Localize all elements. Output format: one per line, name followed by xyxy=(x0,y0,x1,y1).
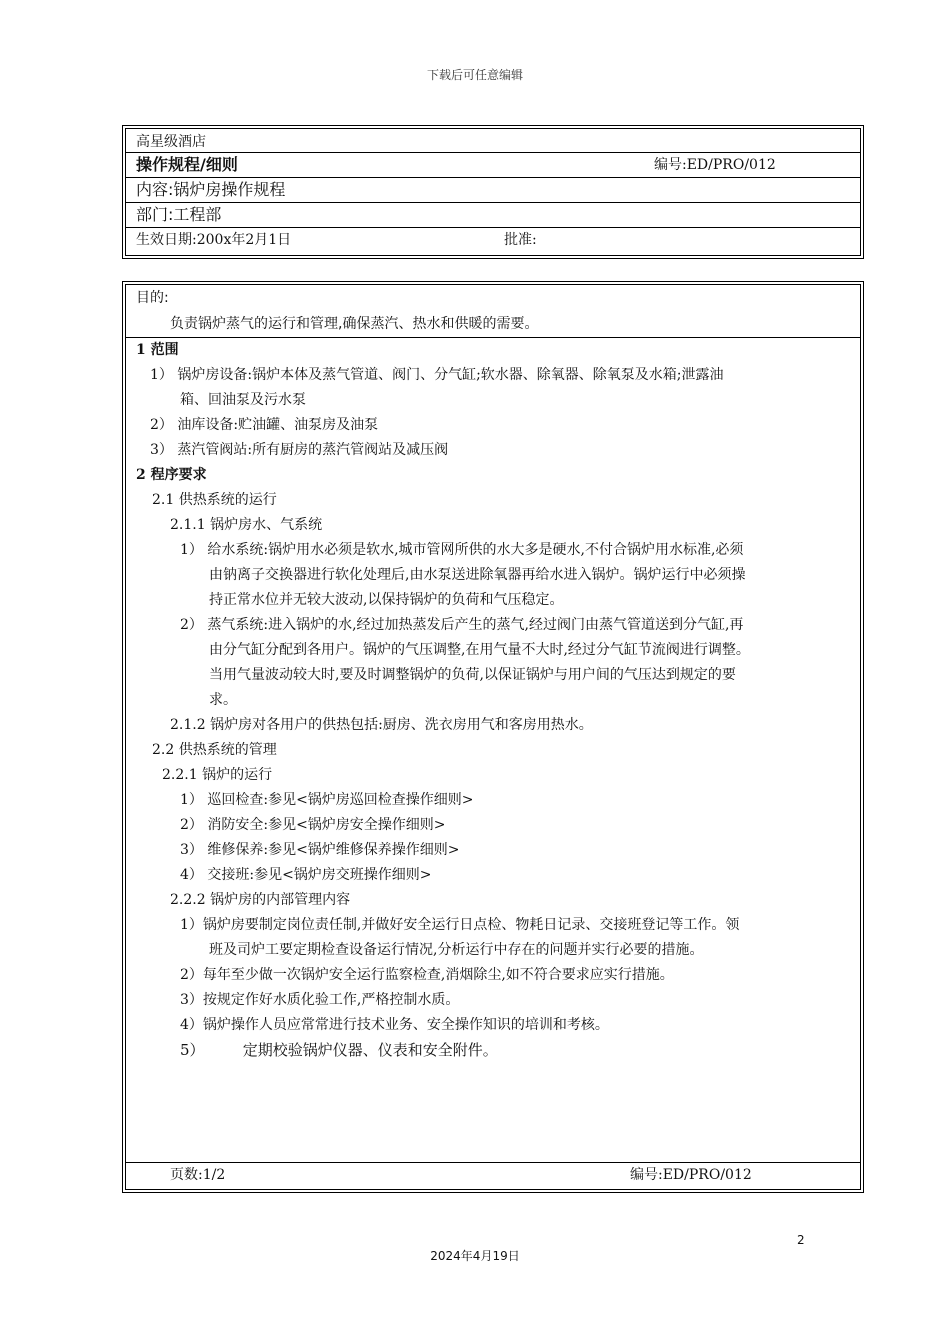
subsection-heading: 2.1 供热系统的运行 xyxy=(152,492,277,508)
list-item-cont: 由钠离子交换器进行软化处理后,由水泵送进除氧器再给水进入锅炉。锅炉运行中必须操 xyxy=(209,567,746,583)
list-item: 2） 蒸气系统:进入锅炉的水,经过加热蒸发后产生的蒸气,经过阀门由蒸气管道送到分气缸,再 xyxy=(180,617,744,633)
list-item-cont: 求。 xyxy=(209,692,237,708)
procedure-content xyxy=(126,338,860,1164)
procedure-table xyxy=(125,284,861,1190)
list-item-cont: 当用气量波动较大时,要及时调整锅炉的负荷,以保证锅炉与用户间的气压达到规定的要 xyxy=(209,667,736,683)
subsection-heading: 2.2.2 锅炉房的内部管理内容 xyxy=(170,892,351,908)
subsection-heading: 2.2 供热系统的管理 xyxy=(152,742,277,758)
list-item-cont: 由分气缸分配到各用户。锅炉的气压调整,在用气量不大时,经过分气缸节流阀进行调整。 xyxy=(209,642,750,658)
doc-type: 操作规程/细则 xyxy=(136,155,238,174)
subsection-heading: 2.1.2 锅炉房对各用户的供热包括:厨房、洗衣房用气和客房用热水。 xyxy=(170,717,593,733)
list-item-cont: 班及司炉工要定期检查设备运行情况,分析运行中存在的问题并实行必要的措施。 xyxy=(209,942,704,958)
purpose-title: 目的: xyxy=(136,290,169,306)
subsection-heading: 2.2.1 锅炉的运行 xyxy=(162,767,273,783)
effective-date: 生效日期:200x年2月1日 xyxy=(136,232,292,248)
list-item: 3）按规定作好水质化验工作,严格控制水质。 xyxy=(180,992,460,1008)
list-item-cont: 箱、回油泵及污水泵 xyxy=(180,392,306,408)
list-item: 1） 巡回检查:参见<锅炉房巡回检查操作细则> xyxy=(180,792,474,808)
doc-type-row xyxy=(126,153,860,178)
purpose-body: 负责锅炉蒸气的运行和管理,确保蒸汽、热水和供暖的需要。 xyxy=(170,316,539,332)
list-item: 2） 消防安全:参见<锅炉房安全操作细则> xyxy=(180,817,446,833)
doc-code: 编号:ED/PRO/012 xyxy=(654,157,776,173)
list-item: 5） 定期校验锅炉仪器、仪表和安全附件。 xyxy=(180,1041,498,1059)
section-heading: 1 范围 xyxy=(136,342,179,358)
page-number: 2 xyxy=(797,1233,805,1247)
subsection-heading: 2.1.1 锅炉房水、气系统 xyxy=(170,517,323,533)
page-count: 页数:1/2 xyxy=(170,1167,226,1183)
table-footer xyxy=(126,1162,860,1189)
footer-date: 2024年4月19日 xyxy=(430,1249,520,1263)
watermark-text: 下载后可任意编辑 xyxy=(426,68,523,82)
footer-code: 编号:ED/PRO/012 xyxy=(630,1167,752,1183)
list-item: 2）每年至少做一次锅炉安全运行监察检查,消烟除尘,如不符合要求应实行措施。 xyxy=(180,967,674,983)
list-item: 4） 交接班:参见<锅炉房交班操作细则> xyxy=(180,867,432,883)
list-item: 3） 维修保养:参见<锅炉维修保养操作细则> xyxy=(180,842,460,858)
list-item: 2） 油库设备:贮油罐、油泵房及油泵 xyxy=(150,417,379,433)
list-item: 3） 蒸汽管阀站:所有厨房的蒸汽管阀站及减压阀 xyxy=(150,442,449,458)
header-table xyxy=(125,128,861,256)
hotel-name: 高星级酒店 xyxy=(136,134,206,150)
department: 部门:工程部 xyxy=(136,205,222,224)
purpose-section xyxy=(126,285,860,338)
date-row xyxy=(126,228,860,253)
content-row xyxy=(126,178,860,203)
list-item: 1） 锅炉房设备:锅炉本体及蒸气管道、阀门、分气缸;软水器、除氧器、除氧泵及水箱;泄露油 xyxy=(150,367,724,383)
department-row xyxy=(126,203,860,228)
doc-content: 内容:锅炉房操作规程 xyxy=(136,180,286,199)
section-heading: 2 程序要求 xyxy=(136,467,207,483)
list-item: 1）锅炉房要制定岗位责任制,并做好安全运行日点检、物耗日记录、交接班登记等工作。领 xyxy=(180,917,740,933)
list-item: 4）锅炉操作人员应常常进行技术业务、安全操作知识的培训和考核。 xyxy=(180,1017,609,1033)
approval: 批准: xyxy=(504,232,537,248)
hotel-row xyxy=(126,129,860,153)
list-item: 1） 给水系统:锅炉用水必须是软水,城市管网所供的水大多是硬水,不付合锅炉用水标准,必须 xyxy=(180,542,744,558)
list-item-cont: 持正常水位并无较大波动,以保持锅炉的负荷和气压稳定。 xyxy=(209,592,564,608)
